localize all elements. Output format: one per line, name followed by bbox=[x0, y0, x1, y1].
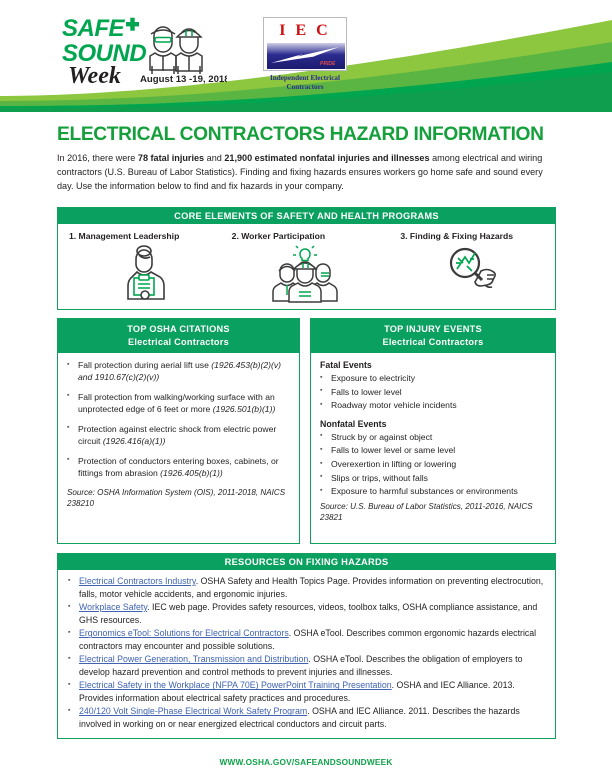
safe-sound-week-logo bbox=[62, 14, 227, 94]
intro-text: among electrical and wiring contractors (U.S. Bureau of Labor Statistics). Finding and fixing hazards ensures workers go home safe and sound every day. Use the information below to find and fix hazards in your company. bbox=[57, 153, 543, 192]
citations-heading-text: TOP OSHA CITATIONS bbox=[127, 324, 230, 334]
nonfatal-event-item: ▪ Falls to lower level or same level bbox=[320, 444, 546, 456]
injuries-body bbox=[311, 353, 555, 529]
iec-caption-line2: Contractors bbox=[286, 83, 324, 91]
top-osha-citations-panel bbox=[57, 318, 300, 544]
intro-highlight: 21,900 estimated nonfatal injuries and illnesses bbox=[224, 153, 430, 163]
citations-subheading: Electrical Contractors bbox=[128, 336, 229, 347]
resource-link[interactable]: Electrical Contractors Industry bbox=[79, 576, 196, 586]
resources-heading: RESOURCES ON FIXING HAZARDS bbox=[58, 554, 555, 570]
resource-description: . OSHA Safety and Health Topics Page. Provides information on preventing electrocution, falls, motor vehicle accidents, and ergonomic injuries. bbox=[79, 576, 544, 599]
resource-link[interactable]: 240/120 Volt Single-Phase Electrical Work Safety Program bbox=[79, 706, 308, 717]
resource-item bbox=[67, 601, 546, 627]
citations-source: Source: OSHA Information System (OIS), 2011-2018, NAICS 238210 bbox=[67, 487, 286, 509]
resource-link[interactable]: Ergonomics eTool: Solutions for Electrical Contractors bbox=[79, 628, 289, 639]
footer-url[interactable]: WWW.OSHA.GOV/SAFEANDSOUNDWEEK bbox=[219, 757, 393, 767]
iec-letters: I E C bbox=[279, 22, 331, 39]
top-injury-events-panel bbox=[310, 318, 556, 544]
citation-reference: (1926.453(b)(2)(v) and 1910.67(c)(2)(v)) bbox=[78, 360, 282, 383]
nonfatal-event-item: ▪ Exposure to harmful substances or environments bbox=[320, 485, 546, 497]
citation-reference: (1926.501(b)(1)) bbox=[212, 404, 276, 415]
resource-item bbox=[67, 627, 546, 653]
core-element-finding-fixing-hazards bbox=[386, 231, 555, 309]
fatal-event-item: ▪ Roadway motor vehicle incidents bbox=[320, 399, 546, 411]
citations-body bbox=[58, 353, 299, 515]
nonfatal-events-label: Nonfatal Events bbox=[320, 418, 387, 429]
fatal-event-item: ▪ Exposure to electricity bbox=[320, 372, 546, 384]
three-workers-lightbulb-icon bbox=[268, 245, 342, 303]
resource-description: . OSHA eTool. Describes common ergonomic hazards electrical contractors may encounter and possible solutions. bbox=[79, 628, 537, 651]
svg-text:Week: Week bbox=[68, 63, 121, 89]
citations-list bbox=[67, 359, 290, 479]
svg-text:PRIDE: PRIDE bbox=[320, 61, 336, 67]
resource-link[interactable]: Workplace Safety bbox=[79, 602, 148, 613]
header-banner bbox=[0, 0, 612, 112]
resource-item bbox=[67, 679, 546, 705]
resource-link[interactable]: Electrical Safety in the Workplace (NFPA 70E) PowerPoint Training Presentation bbox=[79, 680, 392, 691]
nonfatal-event-item: ▪ Slips or trips, without falls bbox=[320, 472, 546, 484]
citation-item bbox=[67, 391, 290, 415]
resource-item bbox=[67, 653, 546, 679]
citation-text: Protection against electric shock from electric power circuit bbox=[78, 423, 277, 447]
svg-text:SOUND: SOUND bbox=[62, 40, 147, 67]
injuries-heading bbox=[311, 319, 555, 353]
safe-sound-week-logo-art bbox=[62, 14, 227, 94]
intro-text: In 2016, there were bbox=[57, 153, 138, 163]
resource-description: . OSHA and IEC Alliance. 2011. Describes the hazards involved in working on or near energized electrical conductors and circuit parts. bbox=[79, 706, 520, 730]
resources-list bbox=[67, 575, 546, 731]
fatal-events-list bbox=[320, 372, 546, 412]
citation-text: Fall protection during aerial lift use bbox=[78, 360, 212, 370]
citation-item bbox=[67, 423, 290, 447]
lightning-bolt-icon bbox=[267, 43, 345, 69]
intro-paragraph bbox=[57, 151, 557, 194]
page-title-wrap bbox=[57, 124, 557, 146]
svg-text:August 13 -19, 2018: August 13 -19, 2018 bbox=[140, 74, 227, 85]
citation-item bbox=[67, 359, 290, 383]
citation-item bbox=[67, 455, 290, 479]
fatal-event-item: ▪ Falls to lower level bbox=[320, 386, 546, 398]
injuries-subheading: Electrical Contractors bbox=[382, 336, 484, 347]
core-elements-body bbox=[58, 224, 555, 309]
core-element-label: 1. Management Leadership bbox=[69, 231, 180, 241]
core-element-label: 2. Worker Participation bbox=[231, 231, 326, 241]
nonfatal-events-list bbox=[320, 431, 546, 498]
resource-description: . OSHA and IEC Alliance. 2013. Provides information about electrical safety practices and procedures. bbox=[79, 680, 515, 704]
resource-link[interactable]: Electrical Power Generation, Transmission and Distribution bbox=[79, 654, 309, 665]
fatal-events-label: Fatal Events bbox=[320, 360, 372, 370]
iec-caption-line1: Independent Electrical bbox=[269, 74, 341, 82]
resources-body bbox=[58, 570, 555, 736]
core-elements-heading: CORE ELEMENTS OF SAFETY AND HEALTH PROGRAMS bbox=[58, 208, 555, 224]
iec-logo-box bbox=[263, 17, 347, 71]
injuries-heading-text: TOP INJURY EVENTS bbox=[384, 324, 482, 334]
core-element-worker-participation bbox=[224, 231, 387, 309]
nonfatal-event-item: ▪ Struck by or against object bbox=[320, 431, 546, 443]
citation-text: Protection of conductors entering boxes, cabinets, or fittings from abrasion bbox=[78, 455, 279, 478]
resources-panel bbox=[57, 553, 556, 739]
magnifying-glass-hand-icon bbox=[444, 245, 506, 295]
core-element-label: 3. Finding & Fixing Hazards bbox=[400, 231, 514, 241]
iec-caption bbox=[253, 74, 357, 92]
intro-text: and bbox=[204, 153, 225, 163]
citations-heading bbox=[58, 319, 299, 353]
nonfatal-event-item: ▪ Overexertion in lifting or lowering bbox=[320, 458, 546, 470]
page-title: ELECTRICAL CONTRACTORS HAZARD INFORMATION bbox=[57, 124, 544, 145]
citation-reference: (1926.405(b)(1)) bbox=[160, 467, 223, 478]
iec-logo bbox=[253, 14, 357, 92]
manager-with-clipboard-icon bbox=[117, 245, 171, 303]
injuries-source: Source: U.S. Bureau of Labor Statistics, 2011-2016, NAICS 23821 bbox=[320, 501, 533, 523]
intro-highlight: 78 fatal injuries bbox=[137, 153, 205, 163]
core-elements-panel bbox=[57, 207, 556, 310]
citation-reference: (1926.416(a)(1)) bbox=[102, 436, 166, 447]
core-element-management-leadership bbox=[58, 231, 224, 309]
resource-item bbox=[67, 705, 546, 731]
logo-row bbox=[0, 14, 612, 100]
resource-description: . IEC web page. Provides safety resources, videos, toolbox talks, OSHA compliance assistance, and GHS resources. bbox=[79, 602, 538, 625]
resource-description: . OSHA eTool. Describes the obligation of employers to develop hazard prevention and control methods to prevent injuries and illnesses. bbox=[79, 654, 523, 678]
citation-text: Fall protection from walking/working surface with an unprotected edge of 6 feet or more bbox=[78, 391, 275, 415]
svg-text:SAFE: SAFE bbox=[62, 15, 125, 42]
resource-item bbox=[67, 575, 546, 601]
